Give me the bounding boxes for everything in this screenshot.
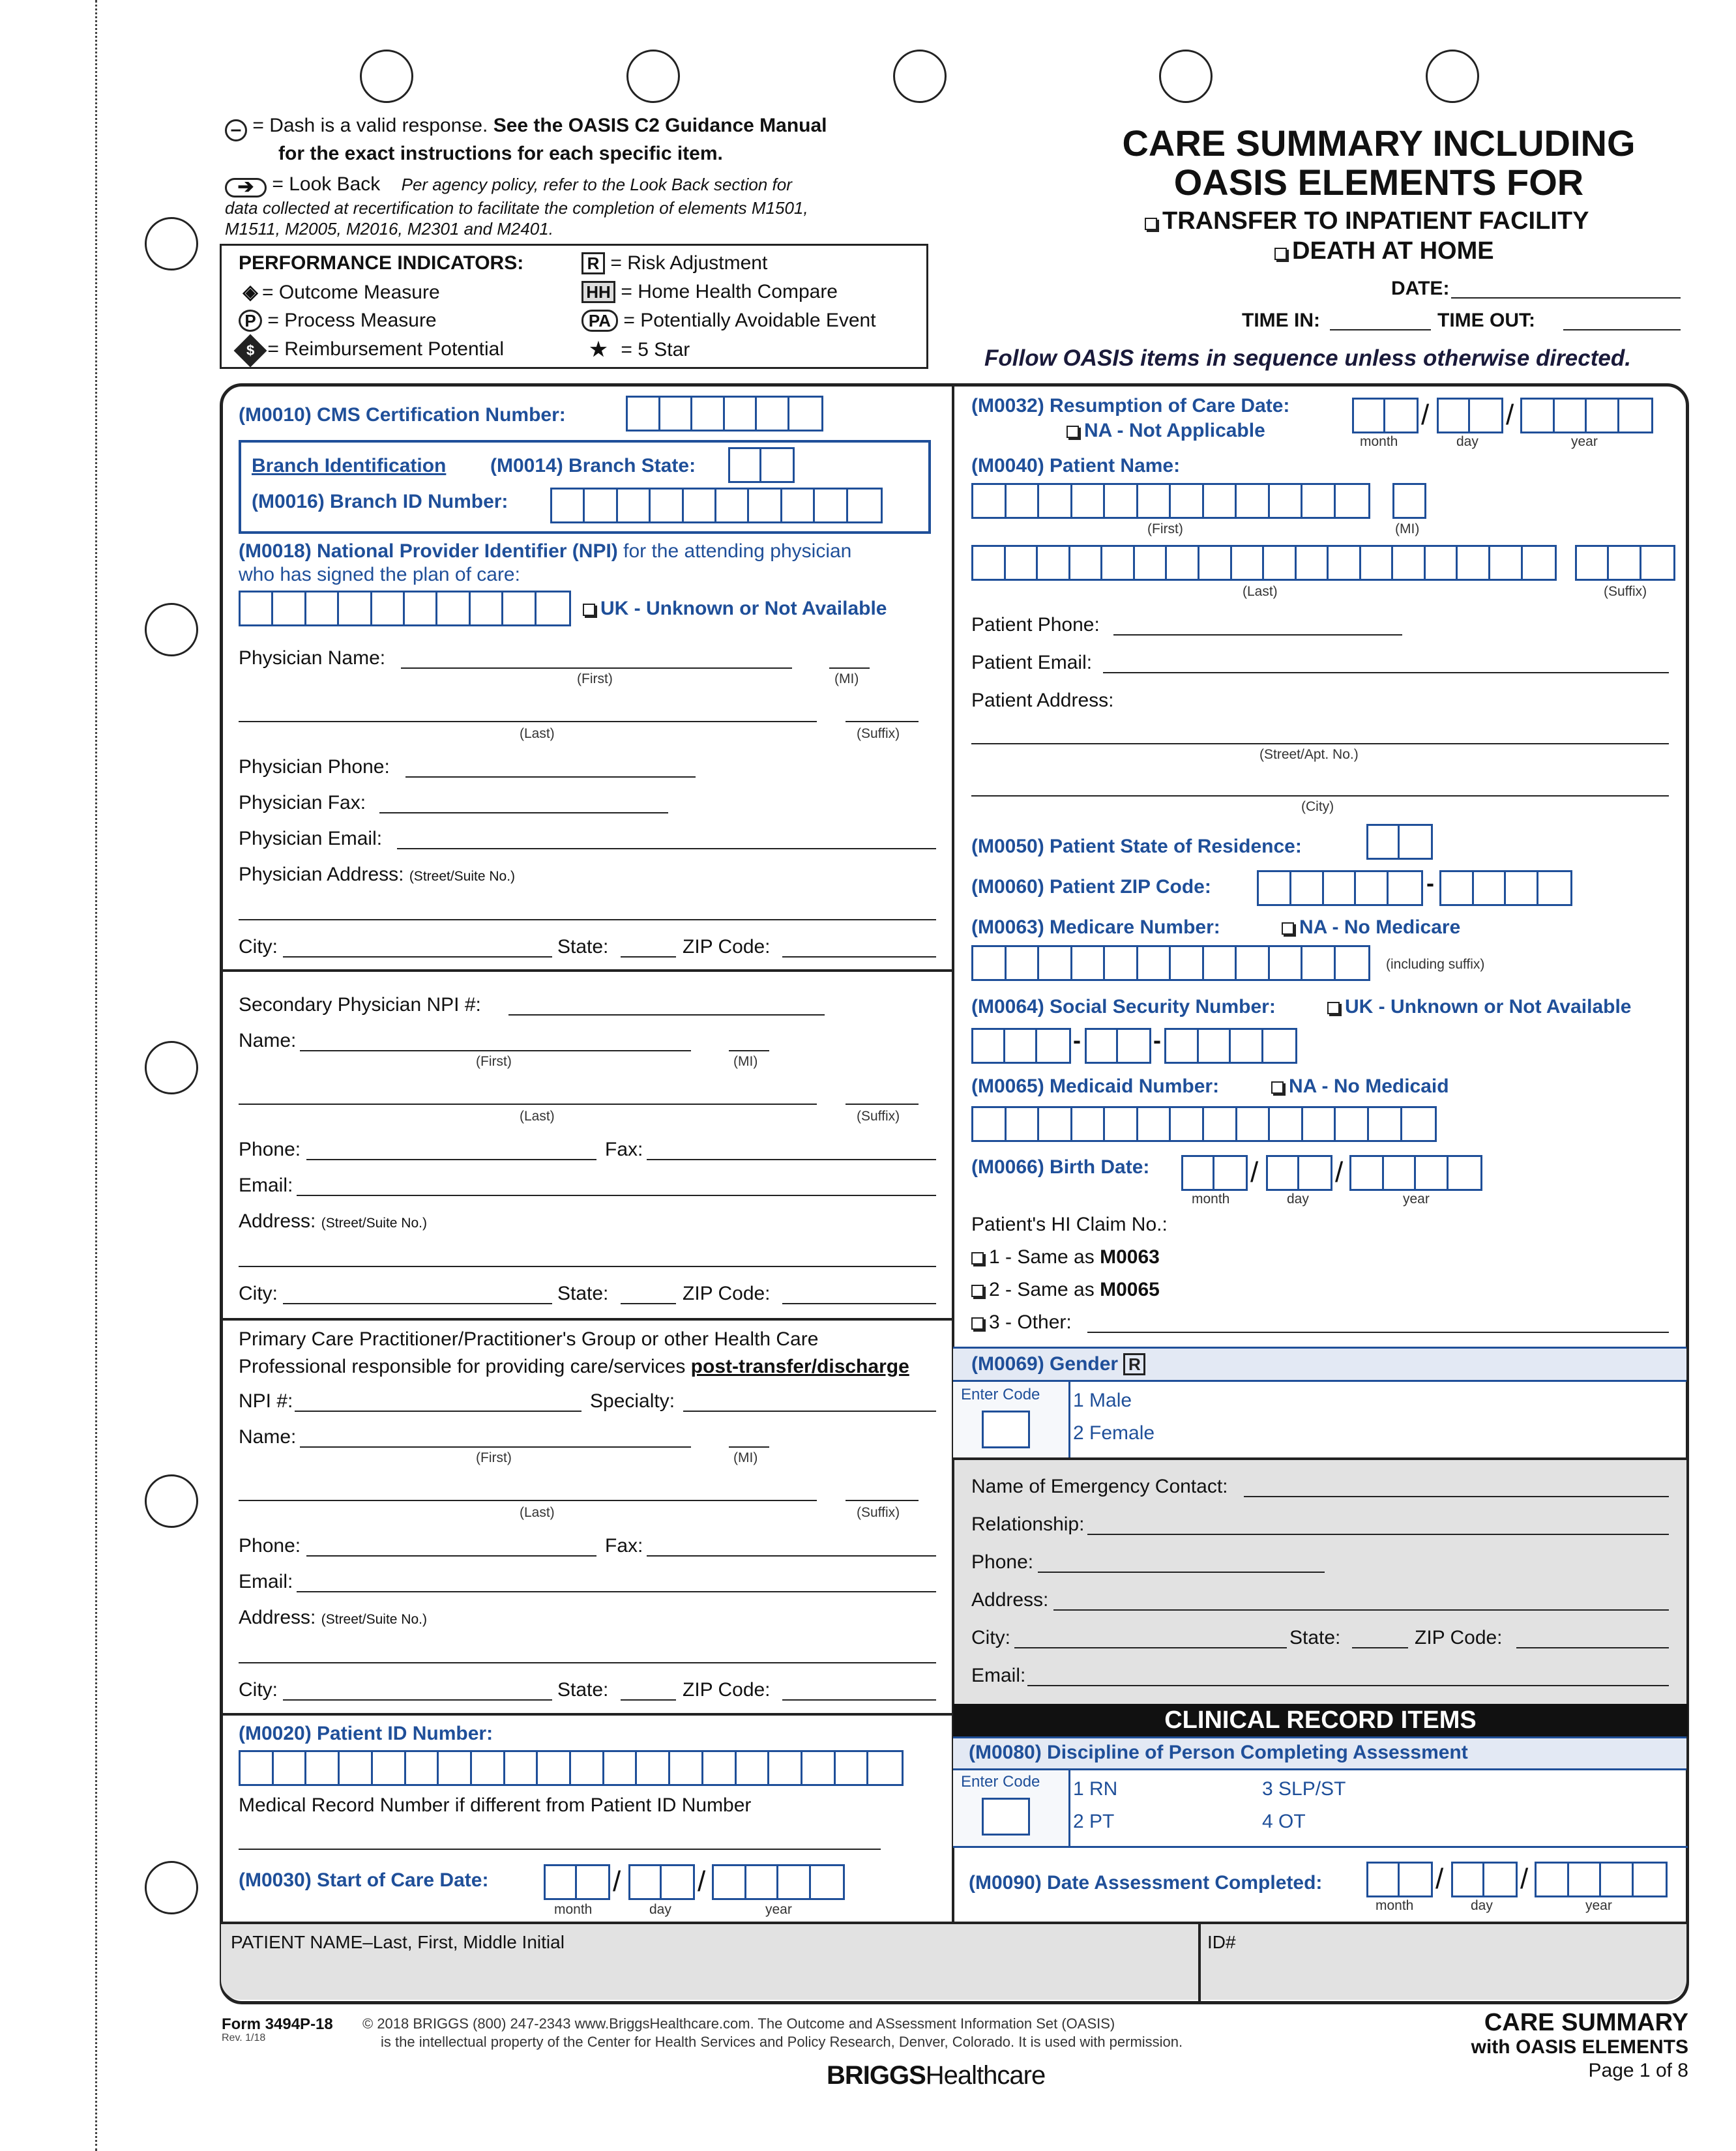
m0065-label: (M0065) Medicaid Number: — [971, 1076, 1220, 1097]
emergency-state-field[interactable] — [1352, 1647, 1408, 1648]
reimbursement-icon: $ — [234, 334, 267, 368]
m0040-suffix[interactable] — [1575, 545, 1675, 581]
m0030-day[interactable] — [628, 1864, 695, 1900]
pcp-specialty-field[interactable] — [683, 1411, 936, 1412]
physician-fax-field[interactable] — [379, 812, 668, 813]
punch-hole — [893, 50, 947, 103]
m0064-uk-checkbox[interactable]: UK - Unknown or Not Available — [1327, 996, 1631, 1018]
punch-hole — [360, 50, 413, 103]
secondary-mi-field[interactable] — [729, 1050, 769, 1051]
time-in-field[interactable] — [1330, 329, 1431, 330]
pcp-state-field[interactable] — [621, 1699, 676, 1701]
physician-last-field[interactable] — [239, 721, 817, 722]
m0018-npi-input[interactable] — [239, 591, 571, 626]
pcp-phone-field[interactable] — [306, 1555, 596, 1557]
m0018-uk-checkbox[interactable]: UK - Unknown or Not Available — [583, 598, 887, 620]
m0018-label: (M0018) National Provider Identifier (NPI) for the attending physician who has signed the plan of care: — [239, 540, 852, 585]
m0060-zip4[interactable] — [1439, 870, 1572, 906]
m0090-label: (M0090) Date Assessment Completed: — [969, 1872, 1323, 1894]
hi-option-2[interactable]: 2 - Same as M0065 — [971, 1279, 1160, 1301]
lookback-legend: ➔ = Look Back Per agency policy, refer to the Look Back section for data collected at recertification to facilitate the completion of elements M1501, M1511, M2005, M2016, M2301 and M2401. — [225, 173, 808, 239]
m0066-day[interactable] — [1266, 1155, 1332, 1191]
footer-title: CARE SUMMARY — [1484, 2009, 1688, 2036]
outcome-icon: ◈ — [243, 282, 258, 303]
m0065-input[interactable] — [971, 1106, 1437, 1142]
physician-city-field[interactable] — [283, 956, 552, 958]
risk-icon: R — [1123, 1353, 1145, 1375]
performance-indicators-box: PERFORMANCE INDICATORS: ◈ = Outcome Measure P = Process Measure $ = Reimbursement Potential R = Risk Adjustment HH = Home Health Compare PA = Potentially Avoidable Event ★ = 5 Star — [220, 244, 928, 369]
m0050-input[interactable] — [1366, 824, 1433, 860]
pcp-mi-field[interactable] — [729, 1446, 769, 1448]
page-number: Page 1 of 8 — [1588, 2060, 1688, 2081]
m0032-month[interactable] — [1352, 398, 1419, 433]
secondary-zip-field[interactable] — [782, 1303, 936, 1304]
hi-option-3[interactable]: 3 - Other: — [971, 1311, 1072, 1334]
m0065-na-checkbox[interactable]: NA - No Medicaid — [1271, 1076, 1449, 1098]
pcp-description: Primary Care Practitioner/Practitioner's Group or other Health Care Professional responsible for providing care/services post-transfer/discharge — [239, 1328, 909, 1377]
secondary-phone-field[interactable] — [306, 1159, 596, 1160]
risk-icon: R — [581, 252, 605, 274]
m0040-label: (M0040) Patient Name: — [971, 455, 1181, 476]
m0090-day[interactable] — [1451, 1862, 1518, 1897]
secondary-suffix-field[interactable] — [846, 1104, 919, 1105]
m0032-label: (M0032) Resumption of Care Date: — [971, 395, 1290, 417]
m0090-month[interactable] — [1366, 1862, 1433, 1897]
m0064-ssn1[interactable] — [971, 1028, 1071, 1064]
m0080-enter-code[interactable] — [982, 1798, 1030, 1836]
emergency-city-field[interactable] — [1014, 1647, 1287, 1648]
time-out-field[interactable] — [1563, 329, 1681, 330]
pcp-zip-field[interactable] — [782, 1699, 936, 1701]
m0060-label: (M0060) Patient ZIP Code: — [971, 876, 1211, 898]
punch-hole — [145, 603, 198, 656]
emergency-email-field[interactable] — [1027, 1685, 1669, 1686]
m0063-label: (M0063) Medicare Number: — [971, 916, 1220, 938]
m0014-input[interactable] — [728, 447, 795, 483]
m0030-year[interactable] — [712, 1864, 845, 1900]
patient-phone-field[interactable] — [1113, 634, 1402, 636]
secondary-address-field[interactable] — [239, 1266, 936, 1267]
pcp-npi-field[interactable] — [295, 1411, 581, 1412]
m0030-month[interactable] — [544, 1864, 610, 1900]
physician-state-field[interactable] — [621, 956, 676, 958]
m0080-label: (M0080) Discipline of Person Completing Assessment — [969, 1742, 1468, 1763]
secondary-last-field[interactable] — [239, 1104, 817, 1105]
m0090-year[interactable] — [1535, 1862, 1668, 1897]
punch-hole — [145, 217, 198, 271]
punch-hole — [626, 50, 680, 103]
m0020-label: (M0020) Patient ID Number: — [239, 1723, 493, 1744]
m0020-input[interactable] — [239, 1750, 904, 1786]
physician-mi-field[interactable] — [829, 667, 870, 669]
secondary-fax-field[interactable] — [647, 1159, 936, 1160]
form-number: Form 3494P-18 — [222, 2015, 333, 2033]
briggs-logo: BRIGGSHealthcare — [827, 2061, 1046, 2090]
star-icon: ★ — [589, 339, 608, 360]
copyright: © 2018 BRIGGS (800) 247-2343 www.BriggsHealthcare.com. The Outcome and ASsessment Information Set (OASIS) — [362, 2015, 1115, 2032]
process-icon: P — [239, 310, 262, 332]
emergency-name-field[interactable] — [1244, 1496, 1669, 1497]
m0066-label: (M0066) Birth Date: — [971, 1156, 1150, 1178]
physician-phone-field[interactable] — [405, 776, 696, 778]
m0040-last[interactable] — [971, 545, 1557, 581]
punch-hole — [145, 1474, 198, 1528]
pcp-email-field[interactable] — [297, 1591, 936, 1592]
pcp-address-field[interactable] — [239, 1662, 936, 1663]
m0032-year[interactable] — [1520, 398, 1653, 433]
physician-address-field[interactable] — [239, 919, 936, 920]
m0010-label: (M0010) CMS Certification Number: — [239, 404, 566, 426]
punch-hole — [145, 1861, 198, 1914]
patient-city-field[interactable] — [971, 795, 1669, 797]
m0060-zip5[interactable] — [1257, 870, 1423, 906]
emergency-relationship-field[interactable] — [1087, 1534, 1669, 1535]
transfer-checkbox[interactable]: TRANSFER TO INPATIENT FACILITY — [1145, 207, 1589, 235]
m0040-mi[interactable] — [1392, 483, 1426, 519]
pcp-last-field[interactable] — [239, 1500, 817, 1501]
m0064-ssn3[interactable] — [1164, 1028, 1297, 1064]
patient-street-field[interactable] — [971, 743, 1669, 744]
lookback-icon: ➔ — [225, 178, 267, 198]
m0010-input[interactable] — [626, 396, 823, 432]
pcp-first-field[interactable] — [300, 1446, 691, 1448]
m0032-na-checkbox[interactable]: NA - Not Applicable — [1067, 420, 1265, 442]
binding-margin-line — [95, 0, 97, 2151]
home-health-icon: HH — [581, 281, 615, 303]
dash-legend: – = Dash is a valid response. See the OASIS C2 Guidance Manual for the exact instructions for each specific item. — [225, 113, 916, 166]
secondary-email-field[interactable] — [297, 1195, 936, 1196]
m0063-na-checkbox[interactable]: NA - No Medicare — [1282, 916, 1460, 939]
secondary-city-field[interactable] — [283, 1303, 552, 1304]
pcp-city-field[interactable] — [283, 1699, 552, 1701]
secondary-state-field[interactable] — [621, 1303, 676, 1304]
emergency-zip-field[interactable] — [1516, 1647, 1669, 1648]
punch-hole — [1159, 50, 1213, 103]
physician-zip-field[interactable] — [782, 956, 936, 958]
punch-hole — [1426, 50, 1479, 103]
avoidable-event-icon: PA — [581, 310, 618, 332]
m0066-month[interactable] — [1181, 1155, 1248, 1191]
clinical-record-header: CLINICAL RECORD ITEMS — [953, 1704, 1688, 1736]
hi-option-1[interactable]: 1 - Same as M0063 — [971, 1246, 1160, 1268]
dash-icon: – — [225, 119, 247, 141]
patient-name-footer: PATIENT NAME–Last, First, Middle Initial — [231, 1932, 565, 1952]
follow-instruction: Follow OASIS items in sequence unless otherwise directed. — [984, 345, 1631, 371]
secondary-npi-field[interactable] — [508, 1014, 825, 1016]
physician-email-field[interactable] — [397, 848, 936, 849]
m0050-label: (M0050) Patient State of Residence: — [971, 836, 1302, 857]
m0066-year[interactable] — [1349, 1155, 1482, 1191]
pcp-suffix-field[interactable] — [846, 1500, 919, 1501]
m0016-input[interactable] — [550, 488, 883, 523]
mrn-field[interactable] — [239, 1849, 881, 1850]
m0064-label: (M0064) Social Security Number: — [971, 996, 1276, 1017]
m0030-label: (M0030) Start of Care Date: — [239, 1869, 489, 1891]
death-checkbox[interactable]: DEATH AT HOME — [1274, 237, 1494, 265]
date-field[interactable] — [1451, 297, 1681, 299]
physician-suffix-field[interactable] — [846, 721, 919, 722]
emergency-address-field[interactable] — [1053, 1609, 1669, 1611]
pcp-fax-field[interactable] — [647, 1555, 936, 1557]
m0040-first[interactable] — [971, 483, 1370, 519]
punch-hole — [145, 1041, 198, 1094]
hi-other-field[interactable] — [1087, 1332, 1669, 1333]
m0064-ssn2[interactable] — [1085, 1028, 1151, 1064]
m0069-enter-code[interactable] — [982, 1411, 1030, 1448]
secondary-first-field[interactable] — [300, 1050, 691, 1051]
physician-first-field[interactable] — [401, 667, 792, 669]
m0032-day[interactable] — [1437, 398, 1503, 433]
emergency-phone-field[interactable] — [1038, 1572, 1325, 1573]
m0063-input[interactable] — [971, 945, 1370, 981]
patient-email-field[interactable] — [1103, 672, 1669, 673]
form-title: CARE SUMMARY INCLUDING OASIS ELEMENTS FOR — [1122, 123, 1636, 203]
id-footer: ID# — [1207, 1932, 1236, 1952]
